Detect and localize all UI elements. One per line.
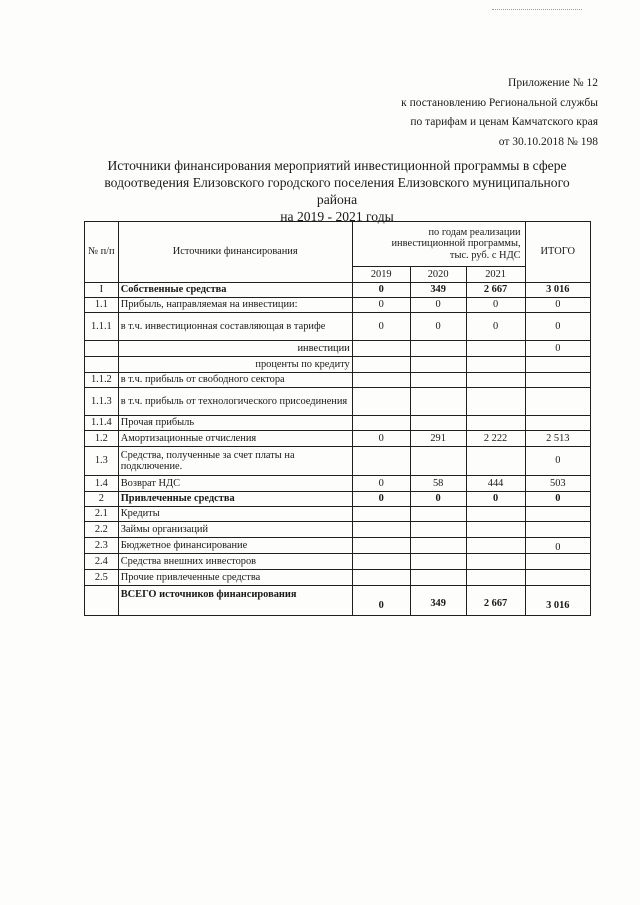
row-num: 1.1.1: [85, 313, 119, 341]
row-num: 1.1: [85, 298, 119, 313]
row-total: 0: [525, 447, 590, 476]
row-2019: [352, 554, 410, 570]
table-row: [85, 522, 591, 538]
table-row: [85, 476, 591, 492]
row-2021: 444: [466, 476, 525, 492]
row-num: 1.1.4: [85, 416, 119, 431]
row-name: Средства, полученные за счет платы на подключение.: [118, 447, 352, 476]
table-row: [85, 447, 591, 476]
scan-artifact-line: [492, 9, 582, 11]
row-total: [525, 522, 590, 538]
row-num: 2.5: [85, 570, 119, 586]
header-row: [85, 222, 591, 267]
row-num: I: [85, 283, 119, 298]
appendix-line-4: от 30.10.2018 № 198: [498, 135, 598, 148]
row-total: 0: [525, 298, 590, 313]
header-unit: тыс. руб. с НДС: [449, 249, 521, 261]
title-line-3: на 2019 - 2021 годы: [280, 209, 394, 224]
header-year-2019: 2019: [352, 267, 410, 283]
table-row: [85, 283, 591, 298]
appendix-line-3: по тарифам и ценам Камчатского края: [410, 116, 598, 128]
header-year-2020: 2020: [410, 267, 466, 283]
row-num: 2.3: [85, 538, 119, 554]
row-total: 0: [525, 313, 590, 341]
row-2021: [466, 416, 525, 431]
row-2019: 0: [352, 492, 410, 507]
row-num: 1.2: [85, 431, 119, 447]
table-row: [85, 538, 591, 554]
row-2020: [410, 341, 466, 357]
row-total: 0: [525, 492, 590, 507]
row-2021: 0: [466, 313, 525, 341]
row-2020: [410, 570, 466, 586]
row-2020: [410, 447, 466, 476]
title-line-2: водоотведения Елизовского городского поселения Елизовского муниципального района: [104, 175, 570, 207]
row-2020: 0: [410, 313, 466, 341]
table-row: [85, 492, 591, 507]
row-name: Бюджетное финансирование: [118, 538, 352, 554]
row-num: [85, 341, 119, 357]
row-total: [525, 554, 590, 570]
row-2021: 0: [466, 298, 525, 313]
row-2019: 0: [352, 476, 410, 492]
row-name: инвестиции: [118, 341, 352, 357]
header-source: Источники финансирования: [118, 222, 352, 283]
appendix-line-2: к постановлению Региональной службы: [401, 96, 598, 109]
table-row: [85, 416, 591, 431]
row-total: [525, 507, 590, 522]
row-2019: [352, 507, 410, 522]
row-2019: 0: [352, 298, 410, 313]
row-num: 2: [85, 492, 119, 507]
row-2020: [410, 522, 466, 538]
row-2019: [352, 570, 410, 586]
table-row: [85, 298, 591, 313]
row-name: Привлеченные средства: [118, 492, 352, 507]
row-2019: [352, 522, 410, 538]
row-2019: 0: [352, 283, 410, 298]
row-total: [525, 357, 590, 373]
row-num: 2.4: [85, 554, 119, 570]
row-name: в т.ч. прибыль от технологического присоединения: [118, 388, 352, 416]
row-2020: 349: [410, 283, 466, 298]
table-row: [85, 313, 591, 341]
appendix-line-1: Приложение № 12: [508, 77, 598, 89]
header-period-text: по годам реализации инвестиционной программы,: [391, 226, 521, 250]
row-num: 1.4: [85, 476, 119, 492]
row-total: 0: [525, 538, 590, 554]
row-2019: [352, 538, 410, 554]
row-2021: 2 222: [466, 431, 525, 447]
row-num: 1.3: [85, 447, 119, 476]
row-2020: [410, 416, 466, 431]
row-name: Прочая прибыль: [118, 416, 352, 431]
row-2019: [352, 416, 410, 431]
row-2021: [466, 507, 525, 522]
appendix-block: [401, 74, 598, 152]
row-2019: 0: [352, 586, 410, 616]
row-2020: 349: [410, 586, 466, 616]
row-2019: 0: [352, 431, 410, 447]
row-total: 0: [525, 341, 590, 357]
row-2021: 0: [466, 492, 525, 507]
row-num: 2.2: [85, 522, 119, 538]
row-2019: [352, 341, 410, 357]
title-line-1: Источники финансирования мероприятий инвестиционной программы в сфере: [107, 158, 567, 173]
row-2019: [352, 357, 410, 373]
row-2019: [352, 388, 410, 416]
table-row: [85, 554, 591, 570]
table-row: [85, 388, 591, 416]
row-2020: [410, 373, 466, 388]
table-row: [85, 373, 591, 388]
row-total: [525, 373, 590, 388]
row-total: [525, 388, 590, 416]
row-2021: [466, 554, 525, 570]
row-total: 3 016: [525, 283, 590, 298]
row-2021: [466, 357, 525, 373]
row-name: Прибыль, направляемая на инвестиции:: [118, 298, 352, 313]
header-num: № п/п: [85, 222, 119, 283]
row-2020: [410, 538, 466, 554]
row-name: Займы организаций: [118, 522, 352, 538]
row-2021: [466, 341, 525, 357]
table-row: [85, 357, 591, 373]
table-row: [85, 431, 591, 447]
row-name: Прочие привлеченные средства: [118, 570, 352, 586]
row-2020: 0: [410, 298, 466, 313]
row-total: [525, 416, 590, 431]
row-name: Собственные средства: [118, 283, 352, 298]
row-name: ВСЕГО источников финансирования: [118, 586, 352, 616]
row-2021: [466, 447, 525, 476]
row-name: в т.ч. прибыль от свободного сектора: [118, 373, 352, 388]
row-2021: [466, 538, 525, 554]
row-2019: [352, 373, 410, 388]
row-2020: 0: [410, 492, 466, 507]
header-period: [352, 222, 525, 267]
row-2021: [466, 388, 525, 416]
row-total: 2 513: [525, 431, 590, 447]
row-name: Кредиты: [118, 507, 352, 522]
row-2019: [352, 447, 410, 476]
row-name: Средства внешних инвесторов: [118, 554, 352, 570]
row-2020: [410, 357, 466, 373]
row-2020: [410, 507, 466, 522]
row-2020: 291: [410, 431, 466, 447]
row-name: Амортизационные отчисления: [118, 431, 352, 447]
row-2021: [466, 570, 525, 586]
table-row: [85, 507, 591, 522]
table-row-total: [85, 586, 591, 616]
row-2020: 58: [410, 476, 466, 492]
row-2021: [466, 373, 525, 388]
row-num: 1.1.2: [85, 373, 119, 388]
row-2021: [466, 522, 525, 538]
row-num: 1.1.3: [85, 388, 119, 416]
row-total: [525, 570, 590, 586]
row-2020: [410, 554, 466, 570]
row-2020: [410, 388, 466, 416]
table-row: [85, 570, 591, 586]
row-name: проценты по кредиту: [118, 357, 352, 373]
financing-table: [84, 221, 591, 616]
row-num: 2.1: [85, 507, 119, 522]
row-2019: 0: [352, 313, 410, 341]
header-total: ИТОГО: [525, 222, 590, 283]
header-year-2021: 2021: [466, 267, 525, 283]
row-num: [85, 586, 119, 616]
row-name: в т.ч. инвестиционная составляющая в тарифе: [118, 313, 352, 341]
row-2021: 2 667: [466, 283, 525, 298]
row-2021: 2 667: [466, 586, 525, 616]
row-total: 503: [525, 476, 590, 492]
row-name: Возврат НДС: [118, 476, 352, 492]
row-total: 3 016: [525, 586, 590, 616]
table-row: [85, 341, 591, 357]
row-num: [85, 357, 119, 373]
document-title: [92, 157, 582, 225]
